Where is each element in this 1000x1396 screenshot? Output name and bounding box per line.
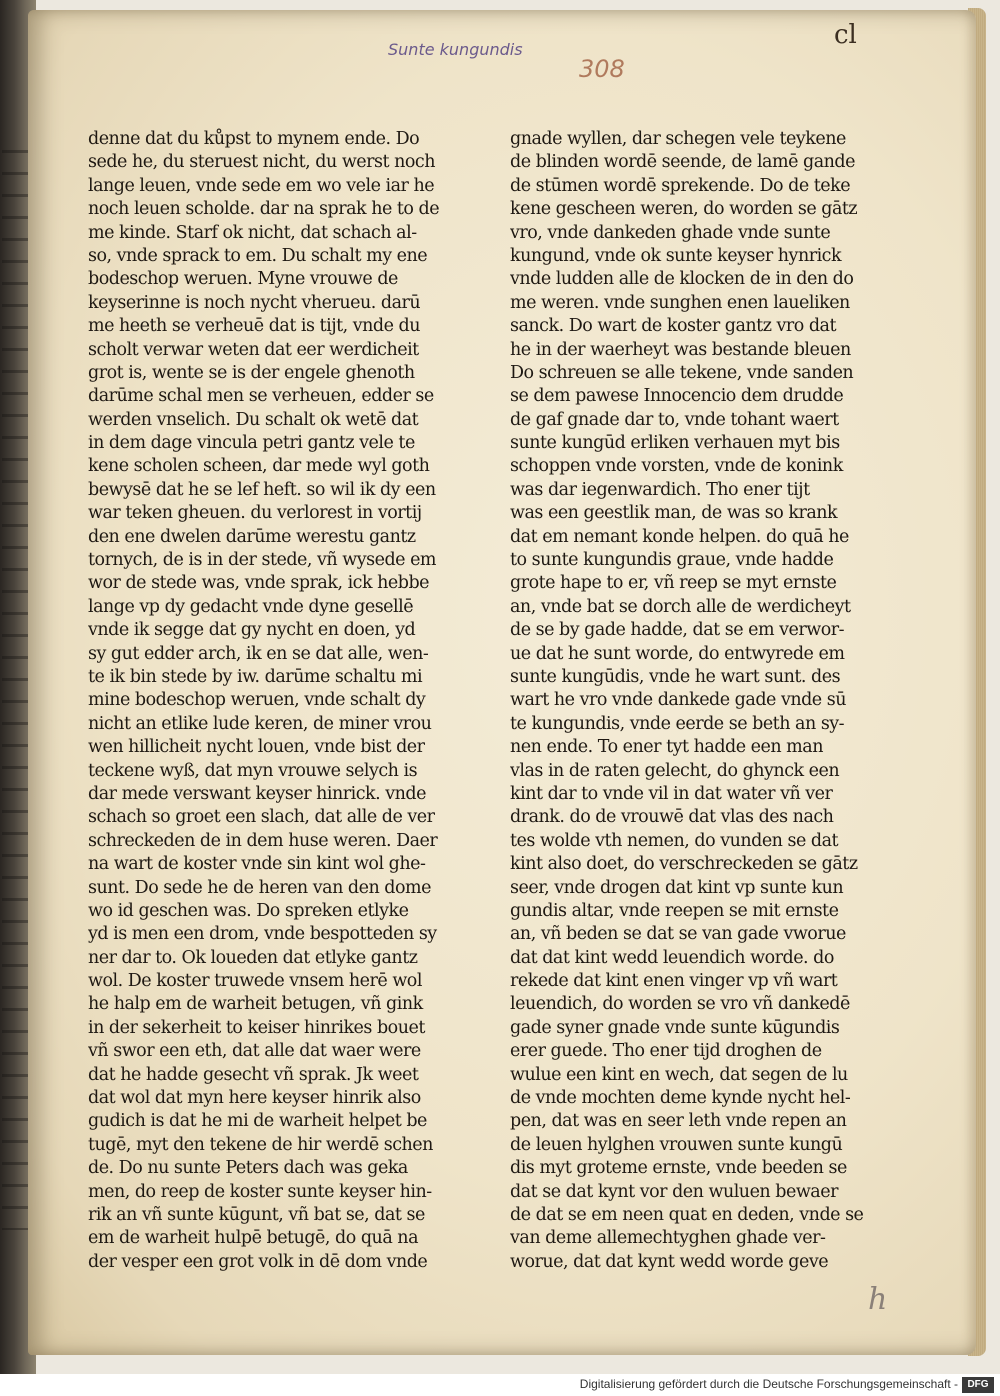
text-line: schreckeden de in dem huse weren. Daer — [88, 830, 438, 851]
text-line: dis myt groteme ernste, vnde beeden se — [510, 1158, 847, 1179]
text-line: keyserinne is noch nycht vherueu. darū — [88, 292, 421, 313]
text-line: gundis altar, vnde reepen se mit ernste — [510, 900, 839, 921]
text-line: me weren. vnde sunghen enen laueliken — [510, 292, 850, 313]
text-line: teckene wyß, dat myn vrouwe selych is — [88, 760, 418, 781]
text-line: van deme allemechtyghen ghade ver- — [510, 1228, 826, 1249]
funding-notice: Digitalisierung gefördert durch die Deutsche Forschungsgemeinschaft - — [579, 1377, 958, 1391]
text-line: de vnde mochten deme kynde nycht hel- — [510, 1088, 851, 1109]
text-line: sanck. Do wart de koster gantz vro dat — [510, 316, 837, 337]
page-number: 308 — [579, 55, 625, 83]
text-line: kene gescheen weren, do worden se gātz — [510, 199, 858, 220]
text-line: wol. De koster truwede vnsem herē wol — [88, 971, 422, 992]
text-line: so, vnde sprack to em. Du schalt my ene — [88, 245, 428, 266]
text-line: vro, vnde dankeden ghade vnde sunte — [510, 222, 831, 243]
text-line: in der sekerheit to keiser hinrikes bouet — [88, 1017, 425, 1038]
text-line: to sunte kungundis graue, vnde hadde — [510, 550, 834, 571]
text-line: seer, vnde drogen dat kint vp sunte kun — [510, 877, 844, 898]
text-line: gnade wyllen, dar schegen vele teykene — [510, 129, 846, 149]
text-line: pen, dat was en seer leth vnde repen an — [510, 1111, 847, 1132]
text-line: tes wolde vth nemen, do vunden se dat — [510, 830, 839, 851]
text-line: yd is men een drom, vnde bespotteden sy — [88, 924, 437, 945]
text-line: den ene dwelen darūme werestu gantz — [88, 526, 416, 547]
left-text-column — [88, 128, 443, 1274]
text-line: sede he, du steruest nicht, du werst noch — [88, 152, 435, 173]
text-line: vñ swor een eth, dat alle dat waer were — [88, 1041, 421, 1062]
text-line: ner dar to. Ok loueden dat etlyke gantz — [88, 947, 418, 968]
text-line: wart he vro vnde dankede gade vnde sū — [510, 690, 846, 711]
text-line: de dat se em neen quat en deden, vnde se — [510, 1204, 864, 1225]
facing-page-text-shadow — [2, 150, 30, 1230]
text-line: wen hillicheit nycht louen, vnde bist der — [88, 737, 425, 758]
text-line: dat he hadde gesecht vñ sprak. Jk weet — [88, 1064, 419, 1085]
text-line: wo id geschen was. Do spreken etlyke — [88, 900, 409, 921]
text-line: was dar iegenwardich. Tho ener tijt — [510, 479, 810, 500]
text-line: nen ende. To ener tyt hadde een man — [510, 737, 823, 758]
text-line: noch leuen scholde. dar na sprak he to de — [88, 199, 440, 220]
text-line: de se by gade hadde, dat se em verwor- — [510, 620, 845, 641]
text-line: dat em nemant konde helpen. do quā he — [510, 526, 849, 547]
bottom-handwritten-mark: h — [868, 1282, 888, 1317]
text-line: war teken gheuen. du verlorest in vortij — [88, 503, 422, 524]
text-line: kene scholen scheen, dar mede wyl goth — [88, 456, 430, 477]
text-line: kint dar to vnde vil in dat water vñ ver — [510, 783, 833, 804]
text-line: scholt verwar weten dat eer werdicheit — [88, 339, 419, 360]
text-line: he halp em de warheit betugen, vñ gink — [88, 994, 423, 1015]
text-line: drank. do de vrouwē dat vlas des nach — [510, 807, 834, 828]
text-line: werden vnselich. Du schalt ok wetē dat — [88, 409, 419, 430]
text-line: gudich is dat he mi de warheit helpet be — [88, 1111, 427, 1132]
footer-bar — [0, 1374, 1000, 1396]
text-line: na wart de koster vnde sin kint wol ghe- — [88, 854, 426, 875]
text-line: was een geestlik man, de was so krank — [510, 503, 838, 524]
text-line: an, vnde bat se dorch alle de werdicheyt — [510, 596, 851, 617]
text-line: bodeschop weruen. Myne vrouwe de — [88, 269, 398, 290]
text-line: grot is, wente se is der engele ghenoth — [88, 362, 415, 383]
text-line: wor de stede was, vnde sprak, ick hebbe — [88, 573, 430, 594]
text-line: Do schreuen se alle tekene, vnde sanden — [510, 362, 854, 383]
text-line: kungund, vnde ok sunte keyser hynrick — [510, 245, 842, 266]
text-line: lange vp dy gedacht vnde dyne gesellē — [88, 596, 414, 617]
text-line: rekede dat kint enen vinger vp vñ wart — [510, 971, 838, 992]
text-line: te kungundis, vnde eerde se beth an sy- — [510, 713, 845, 734]
folio-number: cl — [834, 20, 857, 50]
text-line: sunte kungūdis, vnde he wart sunt. des — [510, 666, 841, 687]
text-line: an, vñ beden se dat se van gade vworue — [510, 924, 846, 945]
text-line: dat dat kint wedd leuendich worde. do — [510, 947, 834, 968]
text-line: worue, dat dat kynt wedd worde geve — [510, 1251, 829, 1272]
text-line: vnde ludden alle de klocken de in den do — [510, 269, 854, 290]
text-line: vlas in de raten gelecht, do ghynck een — [510, 760, 840, 781]
margin-note: Sunte kungundis — [388, 40, 523, 59]
text-line: vnde ik segge dat gy nycht en doen, yd — [88, 620, 416, 641]
text-line: de. Do nu sunte Peters dach was geka — [88, 1158, 408, 1179]
text-line: tugē, myt den tekene de hir werdē schen — [88, 1134, 433, 1155]
text-line: sy gut edder arch, ik en se dat alle, wen- — [88, 643, 429, 664]
text-line: gade syner gnade vnde sunte kūgundis — [510, 1017, 840, 1038]
text-line: me heeth se verheuē dat is tijt, vnde du — [88, 316, 421, 337]
text-line: de blinden wordē seende, de lamē gande — [510, 152, 855, 173]
text-line: darūme schal men se verheuen, edder se — [88, 386, 434, 407]
text-line: in dem dage vincula petri gantz vele te — [88, 433, 415, 454]
right-text-column — [510, 128, 865, 1274]
text-line: lange leuen, vnde sede em wo vele iar he — [88, 175, 435, 196]
text-line: men, do reep de koster sunte keyser hin- — [88, 1181, 432, 1202]
text-line: denne dat du kůpst to mynem ende. Do — [88, 129, 420, 149]
text-line: ue dat he sunt worde, do entwyrede em — [510, 643, 845, 664]
text-line: se dem pawese Innocencio dem drudde — [510, 386, 844, 407]
text-line: me kinde. Starf ok nicht, dat schach al- — [88, 222, 417, 243]
text-line: kint also doet, do verschreckeden se gātz — [510, 854, 858, 875]
text-line: tornych, de is in der stede, vñ wysede em — [88, 550, 437, 571]
text-line: de gaf gnade dar to, vnde tohant waert — [510, 409, 839, 430]
text-line: dar mede verswant keyser hinrick. vnde — [88, 783, 426, 804]
text-line: de leuen hylghen vrouwen sunte kungū — [510, 1134, 843, 1155]
text-line: sunte kungūd erliken verhauen myt bis — [510, 433, 840, 454]
text-line: erer guede. Tho ener tijd droghen de — [510, 1041, 822, 1062]
text-line: mine bodeschop weruen, vnde schalt dy — [88, 690, 426, 711]
text-line: he in der waerheyt was bestande bleuen — [510, 339, 851, 360]
text-line: dat wol dat myn here keyser hinrik also — [88, 1088, 421, 1109]
dfg-logo: DFG — [962, 1377, 994, 1393]
text-line: bewysē dat he se lef heft. so wil ik dy een — [88, 479, 436, 500]
text-line: schoppen vnde vorsten, vnde de konink — [510, 456, 843, 477]
text-line: leuendich, do worden se vro vñ dankedē — [510, 994, 850, 1015]
text-line: schach so groet een slach, dat alle de ver — [88, 807, 435, 828]
text-line: wulue een kint en wech, dat segen de lu — [510, 1064, 848, 1085]
text-line: rik an vñ sunte kūgunt, vñ bat se, dat se — [88, 1204, 425, 1225]
text-line: nicht an etlike lude keren, de miner vrou — [88, 713, 432, 734]
text-line: grote hape to er, vñ reep se myt ernste — [510, 573, 837, 594]
text-line: der vesper een grot volk in dē dom vnde — [88, 1251, 428, 1272]
text-line: te ik bin stede by iw. darūme schaltu mi — [88, 666, 423, 687]
text-line: sunt. Do sede he de heren van den dome — [88, 877, 431, 898]
text-line: de stūmen wordē sprekende. Do de teke — [510, 175, 851, 196]
text-line: em de warheit hulpē betugē, do quā na — [88, 1228, 419, 1249]
text-line: dat se dat kynt vor den wuluen bewaer — [510, 1181, 838, 1202]
